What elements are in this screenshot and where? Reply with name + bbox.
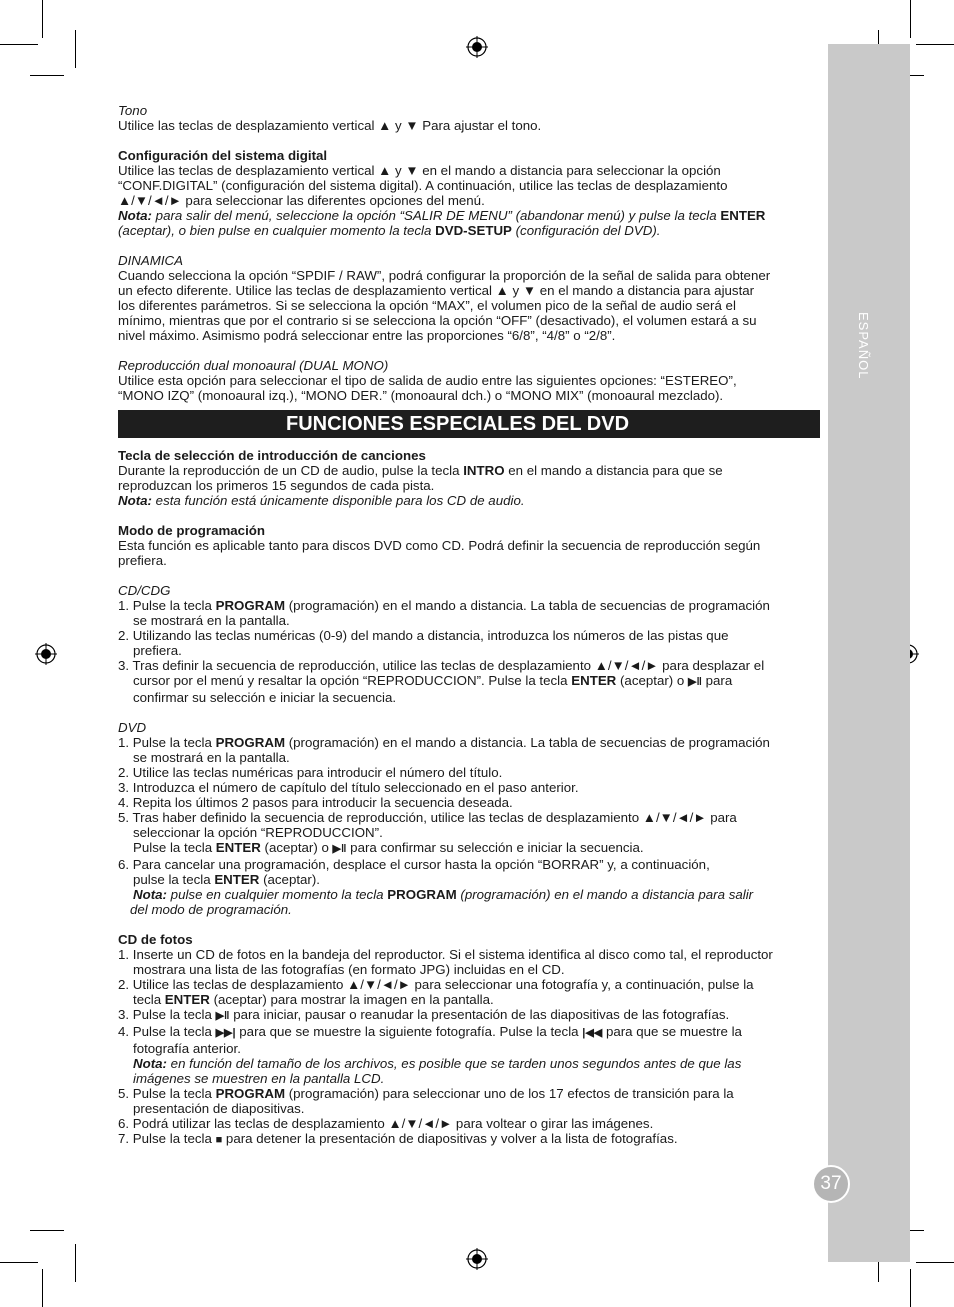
crop-mark — [42, 0, 43, 38]
note: Nota: pulse en cualquier momento la tecla PROGRAM (programación) en el mando a distancia para salir — [133, 887, 754, 902]
registration-mark-icon — [466, 1248, 488, 1270]
registration-mark-icon — [466, 36, 488, 58]
crop-mark — [75, 1244, 76, 1282]
list-item-cont: pulse la tecla ENTER (aceptar). — [133, 872, 320, 887]
section-title-intro: Tecla de selección de introducción de canciones — [118, 448, 426, 463]
list-item: 5. Tras haber definido la secuencia de reproducción, utilice las teclas de desplazamiento ▲/▼/◄/► para — [118, 810, 737, 825]
list-item: 7. Pulse la tecla ■ para detener la presentación de diapositivas y volver a la lista de fotografías. — [118, 1131, 678, 1146]
crop-mark — [75, 30, 76, 68]
paragraph-line: Durante la reproducción de un CD de audio, pulse la tecla INTRO en el mando a distancia para que se — [118, 463, 723, 478]
list-item: 3. Tras definir la secuencia de reproducción, utilice las teclas de desplazamiento ▲/▼/◄/► para desplazar el — [118, 658, 765, 673]
section-title-cdcdg: CD/CDG — [118, 583, 171, 598]
list-item-cont: se mostrará en la pantalla. — [133, 613, 290, 628]
paragraph-line: un efecto diferente. Utilice las teclas de desplazamiento vertical ▲ y ▼ en el mando a distancia para ajustar — [118, 283, 755, 298]
list-item-cont: se mostrará en la pantalla. — [133, 750, 290, 765]
paragraph-line: los diferentes parámetros. Si se selecciona la opción “MAX”, el volumen pico de la señal de audio será el — [118, 298, 736, 313]
paragraph-line: “CONF.DIGITAL” (configuración del sistema digital). A continuación, utilice las teclas de desplazamiento — [118, 178, 728, 193]
paragraph-line: Esta función es aplicable tanto para discos DVD como CD. Podrá definir la secuencia de reproducción según — [118, 538, 761, 553]
play-pause-icon: ▶‖ — [332, 843, 347, 855]
list-item: 2. Utilice las teclas numéricas para introducir el número del título. — [118, 765, 503, 780]
list-item-cont: fotografía anterior. — [133, 1041, 241, 1056]
note: Nota: esta función está únicamente disponible para los CD de audio. — [118, 493, 525, 508]
paragraph-line: prefiera. — [118, 553, 167, 568]
list-item: 1. Pulse la tecla PROGRAM (programación) en el mando a distancia. La tabla de secuencias de programación — [118, 598, 770, 613]
list-item-cont: confirmar su selección e iniciar la secuencia. — [133, 690, 397, 705]
list-item: 4. Repita los últimos 2 pasos para introducir la secuencia deseada. — [118, 795, 513, 810]
list-item: 6. Podrá utilizar las teclas de desplazamiento ▲/▼/◄/► para voltear o girar las imágenes. — [118, 1116, 654, 1131]
list-item-cont: prefiera. — [133, 643, 182, 658]
crop-mark — [910, 0, 911, 38]
paragraph-line: mínimo, mientras que por el contrario si se selecciona la opción “OFF” (desactivado), el volumen estará a su — [118, 313, 757, 328]
section-title-dvd: DVD — [118, 720, 147, 735]
list-item-cont: presentación de diapositivas. — [133, 1101, 305, 1116]
crop-mark — [30, 1230, 64, 1231]
play-pause-icon: ▶‖ — [687, 676, 702, 688]
paragraph-line: Cuando selecciona la opción “SPDIF / RAW”, podrá configurar la proporción de la señal de salida para obtener — [118, 268, 771, 283]
page-content — [118, 103, 818, 1148]
paragraph-line: Utilice las teclas de desplazamiento vertical ▲ y ▼ en el mando a distancia para seleccionar la opción — [118, 163, 721, 178]
crop-mark — [42, 1269, 43, 1307]
crop-mark — [916, 44, 954, 45]
list-item: 4. Pulse la tecla ▶▶| para que se muestre la siguiente fotografía. Pulse la tecla |◀◀ para que se muestre la — [118, 1024, 742, 1039]
previous-track-icon: |◀◀ — [582, 1027, 603, 1039]
list-item-cont: seleccionar la opción “REPRODUCCION”. — [133, 825, 383, 840]
crop-mark — [30, 75, 64, 76]
registration-mark-icon — [35, 643, 57, 665]
crop-mark — [910, 1269, 911, 1307]
section-banner: FUNCIONES ESPECIALES DEL DVD — [118, 410, 820, 438]
list-item: 6. Para cancelar una programación, desplace el cursor hasta la opción “BORRAR” y, a continuación, — [118, 857, 710, 872]
note: Nota: en función del tamaño de los archivos, es posible que se tarden unos segundos antes de que las — [133, 1056, 742, 1071]
note: imágenes se muestren en la pantalla LCD. — [133, 1071, 385, 1086]
list-item-cont: Pulse la tecla ENTER (aceptar) o ▶‖ para confirmar su selección e iniciar la secuencia. — [133, 840, 644, 855]
crop-mark — [916, 1262, 954, 1263]
list-item: 2. Utilizando las teclas numéricas (0-9) del mando a distancia, introduzca los números de las pistas que — [118, 628, 729, 643]
paragraph-line: nivel máximo. Asimismo podrá seleccionar entre las proporciones “6/8”, “4/8” o “2/8”. — [118, 328, 616, 343]
play-pause-icon: ▶‖ — [215, 1010, 230, 1022]
list-item-cont: cursor por el menú y resaltar la opción “REPRODUCCION”. Pulse la tecla ENTER (aceptar) o ▶‖ para — [133, 673, 733, 688]
crop-mark — [0, 1262, 38, 1263]
list-item: 1. Pulse la tecla PROGRAM (programación) en el mando a distancia. La tabla de secuencias de programación — [118, 735, 770, 750]
section-title-dual-mono: Reproducción dual monoaural (DUAL MONO) — [118, 358, 389, 373]
list-item: 3. Introduzca el número de capítulo del título seleccionado en el paso anterior. — [118, 780, 579, 795]
next-track-icon: ▶▶| — [215, 1027, 236, 1039]
list-item: 5. Pulse la tecla PROGRAM (programación) para seleccionar uno de los 17 efectos de transición para la — [118, 1086, 734, 1101]
section-title-dinamica: DINAMICA — [118, 253, 184, 268]
section-title-tono: Tono — [118, 103, 148, 118]
list-item: 2. Utilice las teclas de desplazamiento ▲/▼/◄/► para seleccionar una fotografía y, a continuación, pulse la — [118, 977, 754, 992]
note: del modo de programación. — [130, 902, 292, 917]
paragraph-line: Utilice esta opción para seleccionar el tipo de salida de audio entre las siguientes opciones: “ESTEREO”, — [118, 373, 737, 388]
page-number: 37 — [812, 1165, 850, 1203]
stop-icon: ■ — [215, 1134, 223, 1146]
section-title-program: Modo de programación — [118, 523, 266, 538]
language-label: ESPAÑOL — [856, 312, 871, 380]
section-title-photo-cd: CD de fotos — [118, 932, 193, 947]
list-item-cont: tecla ENTER (aceptar) para mostrar la imagen en la pantalla. — [133, 992, 494, 1007]
note-label: Nota: — [118, 208, 152, 223]
paragraph-line: “MONO IZQ” (monoaural izq.), “MONO DER.” (monoaural dch.) o “MONO MIX” (monoaural mezclado). — [118, 388, 724, 403]
note: Nota: para salir del menú, seleccione la opción “SALIR DE MENU” (abandonar menú) y pulse la tecla ENTER — [118, 208, 766, 223]
paragraph-line: reproduzcan los primeros 15 segundos de cada pista. — [118, 478, 435, 493]
list-item: 1. Inserte un CD de fotos en la bandeja del reproductor. Si el sistema identifica al disco como tal, el reproductor — [118, 947, 773, 962]
language-sidebar — [828, 44, 910, 1262]
section-title-config: Configuración del sistema digital — [118, 148, 328, 163]
list-item: 3. Pulse la tecla ▶‖ para iniciar, pausar o reanudar la presentación de las diapositivas de las fotografías. — [118, 1007, 730, 1022]
list-item-cont: mostrara una lista de las fotografías (en formato JPG) incluidas en el CD. — [133, 962, 565, 977]
paragraph: Utilice las teclas de desplazamiento vertical ▲ y ▼ Para ajustar el tono. — [118, 118, 542, 133]
note: (aceptar), o bien pulse en cualquier momento la tecla DVD-SETUP (configuración del DVD). — [118, 223, 661, 238]
paragraph-line: ▲/▼/◄/► para seleccionar las diferentes opciones del menú. — [118, 193, 485, 208]
crop-mark — [0, 44, 38, 45]
